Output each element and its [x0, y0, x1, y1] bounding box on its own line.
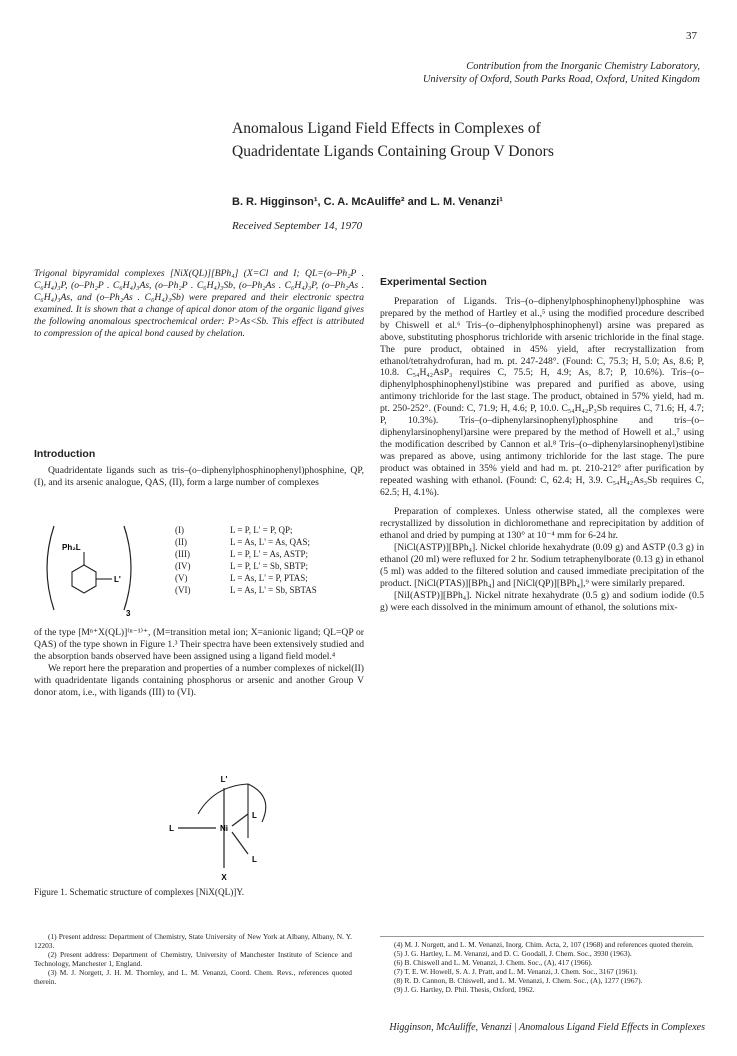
- intro-p2: of the type [Mⁿ⁺X(QL)]⁽ⁿ⁻¹⁾⁺, (M=transition metal ion; X=anionic ligand; QL=QP or QAS) of the type shown in Figure 1.³ Their spectra have been extensively studied and the absorption bands observed have been assigned using a ligand field model.⁴: [34, 627, 364, 662]
- experimental-text: [380, 296, 704, 614]
- label-ph2l: Ph₂L: [62, 543, 81, 552]
- footnote: (9) J. G. Hartley, D. Phil. Thesis, Oxford, 1962.: [394, 985, 535, 994]
- label-x: X: [221, 873, 227, 882]
- experimental-p1: Preparation of Ligands. Tris–(o–diphenylphosphinophenyl)phosphine was prepared by the method of Hartley et al.,⁵ using the modified procedure described by Chiswell et al.⁶ Tris–(o–diphenylphosphinophenyl) arsine was prepared as above, substituting phosphorus trichloride with arsenic trichloride in the final stage. The pure product, obtained in 45% yield, after recrystallization from ethanol/tetrahydrofuran, had m. pt. 247-248°. (Found: C, 75.3; H, 5.0; As, 8.6; P, 10.8. C₅₄H₄₂AsP₃ requires C, 75.5; H, 4.9; As, 8.7; P, 10.6%). Tris–(o–diphenylphosphinophenyl)stibine was prepared and purified as above, using antimony trichloride for the last stage. The product, obtained in 57% yield, had m. pt. 250-252°. (Found: C, 71.9; H, 4.6; P, 10.0. C₅₄H₄₂P₃Sb requires C, 71.6; H, 4.7; P, 10.3%). Tris–(o–diphenylarsinophenyl)phosphine and tris–(o–diphenylarsinophenyl)arsine were prepared by the method of Howell et al.,⁷ using the modification described by Cannon et al.⁸ Tris–(o–diphenylarsinophenyl)stibine was prepared as above, using antimony trichloride for the last stage. The pure product was obtained in 35% yield and had m. pt. 210-212° after purification by repeated washing with ethanol. (Found: C, 62.4; H, 3.9. C₅₄H₄₂As₃Sb requires C, 62.5; H, 4.1%).: [380, 296, 704, 498]
- experimental-p3: [NiCl(ASTP)][BPh₄]. Nickel chloride hexahydrate (0.09 g) and ASTP (0.3 g) in ethanol (20 ml) were refluxed for 2 hr. Sodium tetraphenylborate (0.13 g) in ethanol (5 ml) was added to the filtered solution and caused immediate precipitation of the product. [NiCl(PTAS)][BPh₄] and [NiCl(QP)][BPh₄],⁹ were similarly prepared.: [380, 542, 704, 589]
- ligand-row: [175, 572, 317, 584]
- received-date: Received September 14, 1970: [232, 220, 363, 232]
- label-l-prime-top: L': [220, 775, 228, 784]
- ligand-number: (II): [175, 537, 187, 547]
- title-line-2: Quadridentate Ligands Containing Group V Donors: [232, 143, 554, 160]
- ligand-number: (IV): [175, 561, 191, 571]
- upper-right-bond: [232, 814, 248, 826]
- intro-p1: Quadridentate ligands such as tris–(o–diphenylphosphinophenyl)phosphine, QP, (I), and its arsenic analogue, QAS, (II), form a large number of complexes: [34, 465, 364, 488]
- benzene-ring: [72, 565, 96, 593]
- footnote: (5) J. G. Hartley, L. M. Venanzi, and D. C. Goodall, J. Chem. Soc., 3930 (1963).: [394, 949, 632, 958]
- ligand-definition: L = As, L' = P, PTAS;: [230, 573, 308, 583]
- left-bracket: [47, 526, 54, 610]
- footnote: (1) Present address: Department of Chemistry, State University of New York at Albany, Albany, N. Y. 12203.: [34, 932, 352, 950]
- lower-right-bond: [232, 832, 248, 854]
- ligand-number: (V): [175, 573, 188, 583]
- ligand-row: [175, 536, 317, 548]
- footnote: (2) Present address: Department of Chemistry, University of Manchester Institute of Science and Technology, Manchester 1, England.: [34, 950, 352, 968]
- ligand-table: [175, 524, 317, 596]
- label-subscript-3: 3: [126, 609, 131, 618]
- contribution-line-2: University of Oxford, South Parks Road, Oxford, United Kingdom: [422, 74, 700, 85]
- footnote: (7) T. E. W. Howell, S. A. J. Pratt, and L. M. Venanzi, J. Chem. Soc., 3167 (1961).: [394, 967, 638, 976]
- introduction-heading: Introduction: [34, 448, 96, 460]
- figure-1-structure: [150, 770, 290, 885]
- right-bracket: [124, 526, 131, 610]
- experimental-p2: Preparation of complexes. Unless otherwise stated, all the complexes were recrystallized by dissolution in dichloromethane and reprecipitation by addition of ethanol and dried by pumping at 130° at 10⁻⁴ mm for 6-24 hr.: [380, 506, 704, 542]
- ligand-row: [175, 548, 317, 560]
- footnote: (8) R. D. Cannon, B. Chiswell, and L. M. Venanzi, J. Chem. Soc., (A), 1277 (1967).: [394, 976, 643, 985]
- experimental-heading: Experimental Section: [380, 276, 487, 288]
- contribution-affiliation: [230, 60, 700, 86]
- ligand-row: [175, 584, 317, 596]
- footnote: (4) M. J. Norgett, and L. M. Venanzi, Inorg. Chim. Acta, 2, 107 (1968) and references quoted therein.: [394, 940, 694, 949]
- label-ni: Ni: [220, 824, 228, 833]
- label-l-right-upper: L: [252, 811, 257, 820]
- ligand-definition: L = As, L' = As, QAS;: [230, 537, 310, 547]
- footnotes-right: [380, 940, 704, 994]
- footnotes-left: [34, 932, 352, 986]
- experimental-p4: [NiI(ASTP)][BPh₄]. Nickel nitrate hexahydrate (0.5 g) and sodium iodide (0.5 g) were each dissolved in the minimum amount of ethanol, the solutions mix-: [380, 589, 704, 613]
- authors: B. R. Higginson¹, C. A. McAuliffe² and L. M. Venanzi¹: [232, 196, 503, 208]
- ligand-definition: L = P, L' = Sb, SBTP;: [230, 561, 308, 571]
- ligand-definition: L = P, L' = P, QP;: [230, 525, 293, 535]
- intro-p3: We report here the preparation and properties of a number complexes of nickel(II) with quadridentate ligands containing phosphorus or arsenic and another Group V donor atom, i.e., with ligands (III) to (VI).: [34, 662, 364, 698]
- figure-1-caption: Figure 1. Schematic structure of complexes [NiX(QL)]Y.: [34, 887, 245, 897]
- abstract: Trigonal bipyramidal complexes [NiX(QL)][BPh₄] (X=Cl and I; QL=(o–Ph₂P . C₆H₄)₃P, (o–Ph₂P . C₆H₄)₃As, (o–Ph₂P . C₆H₄)₃Sb, (o–Ph₂As . C₆H₄)₃P, (o–Ph₂As . C₆H₄)₃As, and (o–Ph₂As . C₆H₄)₃Sb) were prepared and their electronic spectra examined. It is shown that a change of apical donor atom of the organic ligand gives the following anomalous spectrochemical order: P>As<Sb. This effect is attributed to compression of the apical bond caused by chelation.: [34, 268, 364, 339]
- label-l-right-lower: L: [252, 855, 257, 864]
- page-number: 37: [686, 30, 697, 42]
- footnote: (3) M. J. Norgett, J. H. M. Thornley, and L. M. Venanzi, Coord. Chem. Revs., references quoted therein.: [34, 968, 352, 986]
- ligand-row: [175, 524, 317, 536]
- title-line-1: Anomalous Ligand Field Effects in Complexes of: [232, 120, 541, 137]
- ligand-number: (VI): [175, 585, 191, 595]
- running-footer: Higginson, McAuliffe, Venanzi | Anomalous Ligand Field Effects in Complexes: [389, 1022, 705, 1033]
- label-l-prime: L': [114, 575, 121, 584]
- ligand-structure-diagram: [38, 520, 168, 618]
- introduction-paragraph-1: [34, 465, 364, 489]
- ligand-row: [175, 560, 317, 572]
- ligand-definition: L = P, L' = As, ASTP;: [230, 549, 308, 559]
- footnote: (6) B. Chiswell and L. M. Venanzi, J. Chem. Soc., (A), 417 (1966).: [394, 958, 593, 967]
- ligand-number: (III): [175, 549, 190, 559]
- introduction-paragraph-2: [34, 627, 364, 698]
- label-l-left: L: [169, 824, 174, 833]
- contribution-line-1: Contribution from the Inorganic Chemistry Laboratory,: [466, 61, 700, 72]
- ligand-number: (I): [175, 525, 184, 535]
- footnote-divider: [380, 936, 704, 937]
- ligand-definition: L = As, L' = Sb, SBTAS: [230, 585, 317, 595]
- paper-title: [232, 117, 702, 163]
